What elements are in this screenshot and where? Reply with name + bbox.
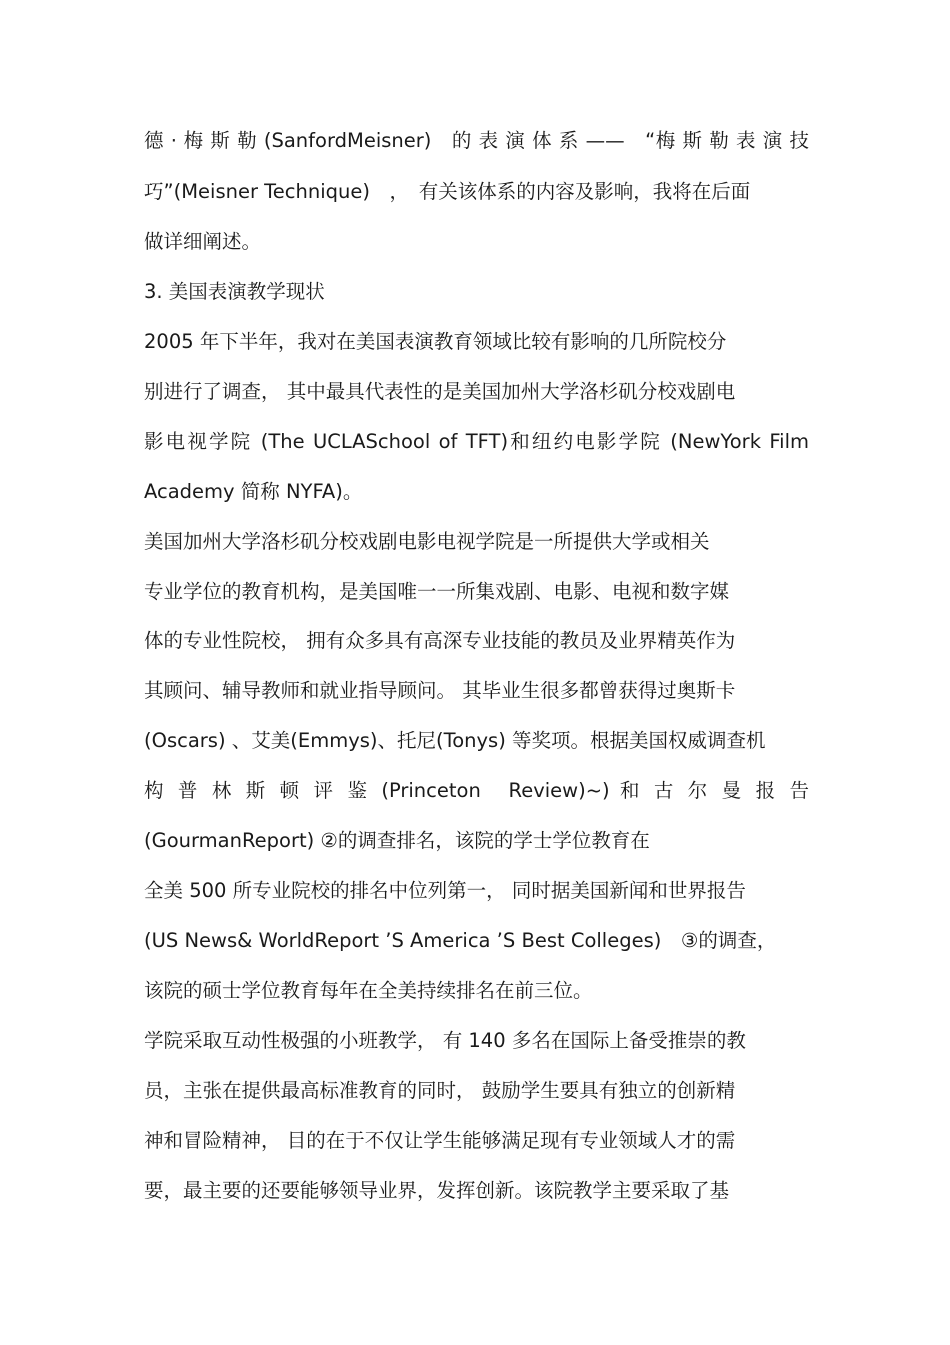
text-line: 别进行了调查， 其中最具代表性的是美国加州大学洛杉矶分校戏剧电 — [144, 380, 736, 403]
text-line: 全美 500 所专业院校的排名中位列第一， 同时据美国新闻和世界报告 — [144, 879, 746, 902]
text-line: (Oscars) 、艾美(Emmys)、托尼(Tonys) 等奖项。根据美国权威调查机 — [144, 729, 766, 752]
text-line: (US News& WorldReport ’S America ’S Best Colleges) ③的调查， — [144, 929, 777, 952]
text-line: 要，最主要的还要能够领导业界，发挥创新。该院教学主要采取了基 — [144, 1179, 730, 1202]
text-line: Academy 简称 NYFA)。 — [144, 480, 363, 503]
text-line: 2005 年下半年，我对在美国表演教育领域比较有影响的几所院校分 — [144, 330, 727, 353]
text-line: 其顾问、辅导教师和就业指导顾问。 其毕业生很多都曾获得过奥斯卡 — [144, 679, 736, 702]
section-heading: 3. 美国表演教学现状 — [144, 280, 325, 303]
text-line: 做详细阐述。 — [144, 230, 262, 253]
text-line: 专业学位的教育机构，是美国唯一一所集戏剧、电影、电视和数字媒 — [144, 580, 730, 603]
text-line: 德 · 梅 斯 勒 (SanfordMeisner) 的 表 演 体 系 —— “梅 斯 勒 表 演 技 — [144, 129, 809, 152]
text-line: 员，主张在提供最高标准教育的同时， 鼓励学生要具有独立的创新精 — [144, 1079, 736, 1102]
text-line: 体的专业性院校， 拥有众多具有高深专业技能的教员及业界精英作为 — [144, 629, 736, 652]
text-line: 构 普 林 斯 顿 评 鉴 (Princeton Review)~) 和 古 尔 曼 报 告 — [144, 779, 809, 802]
text-line: 美国加州大学洛杉矶分校戏剧电影电视学院是一所提供大学或相关 — [144, 530, 710, 553]
text-line: 巧”(Meisner Technique) ， 有关该体系的内容及影响，我将在后面 — [144, 180, 751, 203]
text-line: 学院采取互动性极强的小班教学， 有 140 多名在国际上备受推崇的教 — [144, 1029, 746, 1052]
text-line: 该院的硕士学位教育每年在全美持续排名在前三位。 — [144, 979, 593, 1002]
text-line: 神和冒险精神， 目的在于不仅让学生能够满足现有专业领域人才的需 — [144, 1129, 736, 1152]
text-line: 影电视学院 (The UCLASchool of TFT)和纽约电影学院 (NewYork Film — [144, 430, 809, 453]
text-line: (GourmanReport) ②的调查排名，该院的学士学位教育在 — [144, 829, 650, 852]
